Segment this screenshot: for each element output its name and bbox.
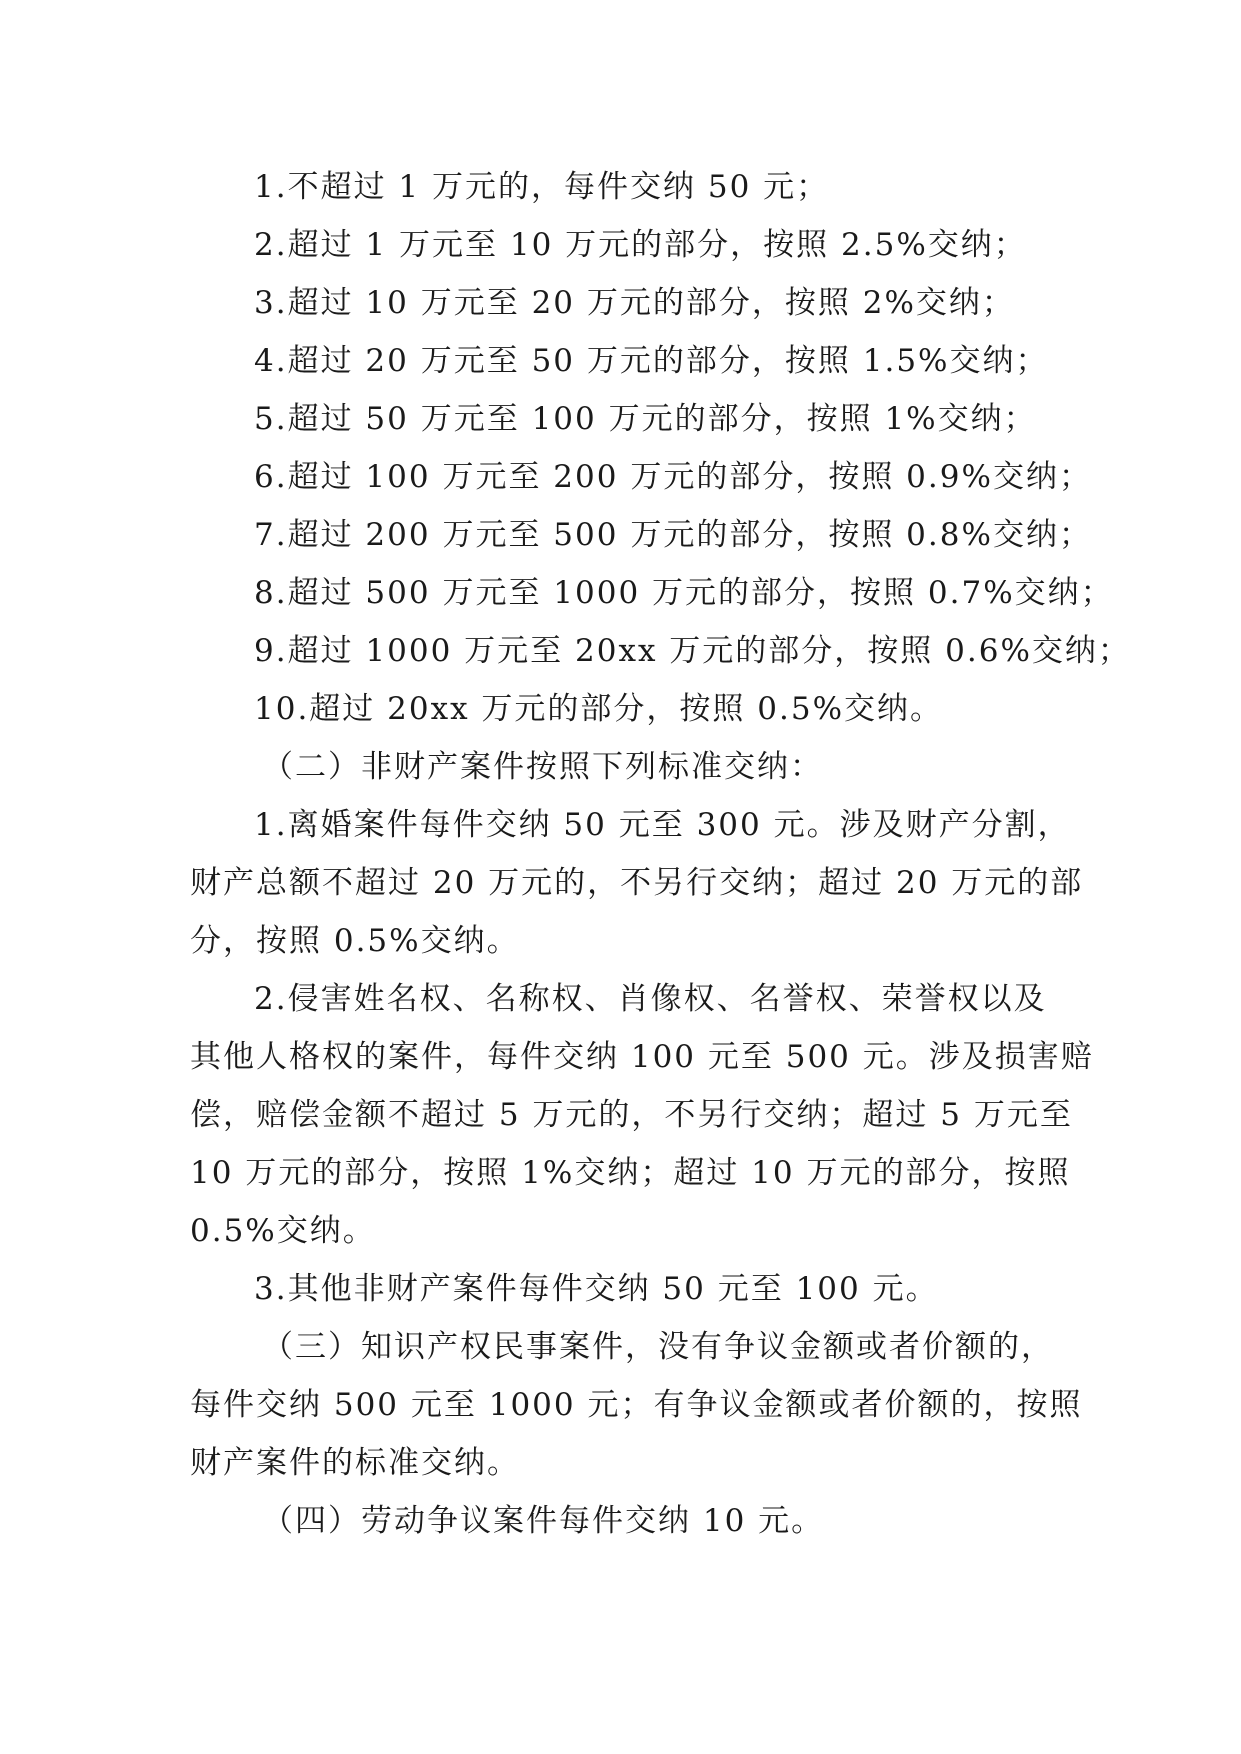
section-2-item-1-line-2: 财产总额不超过 20 万元的，不另行交纳；超过 20 万元的部 bbox=[190, 865, 1084, 901]
fee-scale-item-1: 1.不超过 1 万元的，每件交纳 50 元； bbox=[254, 169, 830, 205]
section-2-item-3: 3.其他非财产案件每件交纳 50 元至 100 元。 bbox=[254, 1271, 939, 1307]
fee-scale-item-5: 5.超过 50 万元至 100 万元的部分，按照 1%交纳； bbox=[254, 401, 1037, 437]
fee-scale-item-7: 7.超过 200 万元至 500 万元的部分，按照 0.8%交纳； bbox=[254, 517, 1092, 553]
fee-scale-item-6: 6.超过 100 万元至 200 万元的部分，按照 0.9%交纳； bbox=[254, 459, 1092, 495]
section-2-item-2-line-3: 偿，赔偿金额不超过 5 万元的，不另行交纳；超过 5 万元至 bbox=[190, 1097, 1073, 1133]
section-3-line-2: 每件交纳 500 元至 1000 元；有争议金额或者价额的，按照 bbox=[190, 1387, 1083, 1423]
section-2-item-2-line-2: 其他人格权的案件，每件交纳 100 元至 500 元。涉及损害赔 bbox=[190, 1039, 1094, 1075]
fee-scale-item-2: 2.超过 1 万元至 10 万元的部分，按照 2.5%交纳； bbox=[254, 227, 1027, 263]
fee-scale-item-3: 3.超过 10 万元至 20 万元的部分，按照 2%交纳； bbox=[254, 285, 1015, 321]
section-2-item-1-line-1: 1.离婚案件每件交纳 50 元至 300 元。涉及财产分割， bbox=[254, 807, 1071, 843]
section-2-item-1-line-3: 分，按照 0.5%交纳。 bbox=[190, 923, 520, 959]
fee-scale-item-4: 4.超过 20 万元至 50 万元的部分，按照 1.5%交纳； bbox=[254, 343, 1049, 379]
section-4: （四）劳动争议案件每件交纳 10 元。 bbox=[262, 1503, 825, 1539]
fee-scale-item-10: 10.超过 20xx 万元的部分，按照 0.5%交纳。 bbox=[254, 691, 944, 727]
section-2-heading: （二）非财产案件按照下列标准交纳： bbox=[262, 749, 823, 785]
fee-scale-item-9: 9.超过 1000 万元至 20xx 万元的部分，按照 0.6%交纳； bbox=[254, 633, 1131, 669]
section-2-item-2-line-4: 10 万元的部分，按照 1%交纳；超过 10 万元的部分，按照 bbox=[190, 1155, 1071, 1191]
section-2-item-2-line-5: 0.5%交纳。 bbox=[190, 1213, 376, 1249]
section-2-item-2-line-1: 2.侵害姓名权、名称权、肖像权、名誉权、荣誉权以及 bbox=[254, 981, 1047, 1017]
section-3-line-3: 财产案件的标准交纳。 bbox=[190, 1445, 520, 1481]
section-3-line-1: （三）知识产权民事案件，没有争议金额或者价额的， bbox=[262, 1329, 1054, 1365]
fee-scale-item-8: 8.超过 500 万元至 1000 万元的部分，按照 0.7%交纳； bbox=[254, 575, 1114, 611]
